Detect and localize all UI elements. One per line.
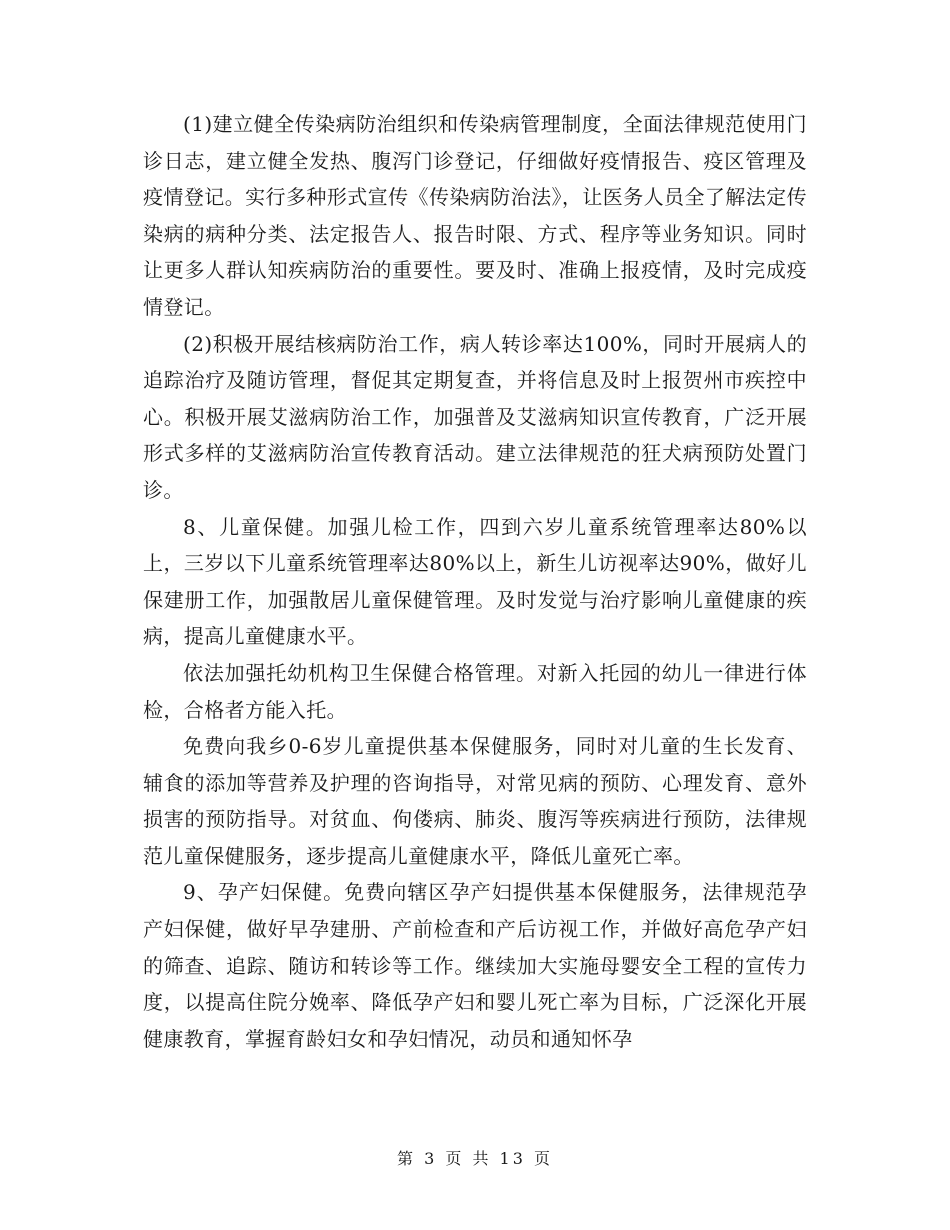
- document-body: [143, 106, 807, 1057]
- paragraph-1: (1)建立健全传染病防治组织和传染病管理制度，全面法律规范使用门诊日志，建立健全发热、腹泻门诊登记，仔细做好疫情报告、疫区管理及疫情登记。实行多种形式宣传《传染病防治法》，让医务人员全了解法定传染病的病种分类、法定报告人、报告时限、方式、程序等业务知识。同时让更多人群认知疾病防治的重要性。要及时、准确上报疫情，及时完成疫情登记。: [143, 112, 807, 319]
- paragraph-3: 8、儿童保健。加强儿检工作，四到六岁儿童系统管理率达80%以上，三岁以下儿童系统管理率达80%以上，新生儿访视率达90%，做好儿保建册工作，加强散居儿童保健管理。及时发觉与治疗影响儿童健康的疾病，提高儿童健康水平。: [143, 514, 807, 649]
- paragraph-4: 依法加强托幼机构卫生保健合格管理。对新入托园的幼儿一律进行体检，合格者方能入托。: [143, 660, 807, 722]
- paragraph-6: 9、孕产妇保健。免费向辖区孕产妇提供基本保健服务，法律规范孕产妇保健，做好早孕建册、产前检查和产后访视工作，并做好高危孕产妇的筛查、追踪、随访和转诊等工作。继续加大实施母婴安全工程的宣传力度，以提高住院分娩率、降低孕产妇和婴儿死亡率为目标，广泛深化开展健康教育，掌握育龄妇女和孕妇情况，动员和通知怀孕: [143, 880, 807, 1051]
- page-footer: 第 3 页 共 13 页: [397, 1149, 553, 1168]
- paragraph-5: 免费向我乡0-6岁儿童提供基本保健服务，同时对儿童的生长发育、辅食的添加等营养及护理的咨询指导，对常见病的预防、心理发育、意外损害的预防指导。对贫血、佝偻病、肺炎、腹泻等疾病进行预防，法律规范儿童保健服务，逐步提高儿童健康水平，降低儿童死亡率。: [143, 734, 807, 868]
- paragraph-2: (2)积极开展结核病防治工作，病人转诊率达100%，同时开展病人的追踪治疗及随访管理，督促其定期复查，并将信息及时上报贺州市疾控中心。积极开展艾滋病防治工作，加强普及艾滋病知识宣传教育，广泛开展形式多样的艾滋病防治宣传教育活动。建立法律规范的狂犬病预防处置门诊。: [143, 331, 807, 502]
